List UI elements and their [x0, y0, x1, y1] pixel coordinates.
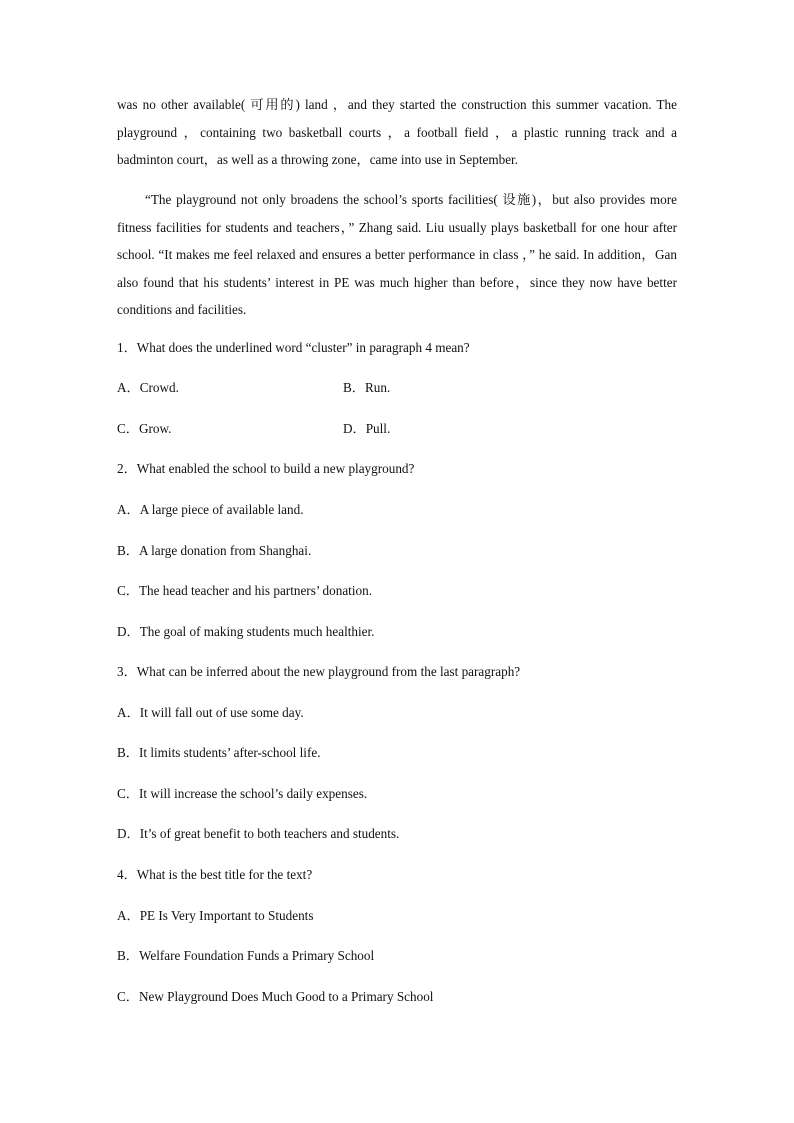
question-1-option-b: B．Run.: [343, 380, 391, 395]
question-3-option-b: B．It limits students’ after-school life.: [117, 745, 321, 760]
question-1-option-c: C．Grow.: [117, 421, 172, 436]
question-1-option-d: D．Pull.: [343, 421, 391, 436]
question-1-option-a: A．Crowd.: [117, 380, 179, 395]
question-2-option-c: C．The head teacher and his partners’ donation.: [117, 583, 372, 598]
question-2-option-a: A．A large piece of available land.: [117, 502, 304, 517]
question-3-option-c: C．It will increase the school’s daily expenses.: [117, 786, 368, 801]
question-1-stem: 1．What does the underlined word “cluster” in paragraph 4 mean?: [117, 340, 470, 355]
question-4-option-b: B．Welfare Foundation Funds a Primary School: [117, 948, 375, 963]
question-3-stem: 3．What can be inferred about the new playground from the last paragraph?: [117, 664, 521, 679]
question-2-stem: 2．What enabled the school to build a new playground?: [117, 461, 415, 476]
question-2-option-d: D．The goal of making students much healthier.: [117, 624, 375, 639]
question-4-stem: 4．What is the best title for the text?: [117, 867, 313, 882]
passage-paragraph-2: “The playground not only broadens the school’s sports facilities( 设施)，but also provides more fitness facilities for students and teachers，” Zhang said. Liu usually plays basketball for one hour after school. “It makes me feel relaxed and ensures a better performance in class ，” he said. In addition，Gan also found that his students’ interest in PE was much higher than before，since they now have better conditions and facilities.: [117, 192, 677, 317]
passage-paragraph-1: was no other available( 可用的) land ，and they started the construction this summer vacation. The playground ，containing two basketball courts ，a football field ，a plastic running track and a badminton court，as well as a throwing zone，came into use in September.: [117, 97, 677, 167]
question-4-option-c: C．New Playground Does Much Good to a Primary School: [117, 989, 434, 1004]
question-2-option-b: B．A large donation from Shanghai.: [117, 543, 312, 558]
question-3-option-a: A．It will fall out of use some day.: [117, 705, 304, 720]
question-4-option-a: A．PE Is Very Important to Students: [117, 908, 314, 923]
question-3-option-d: D．It’s of great benefit to both teachers and students.: [117, 826, 400, 841]
